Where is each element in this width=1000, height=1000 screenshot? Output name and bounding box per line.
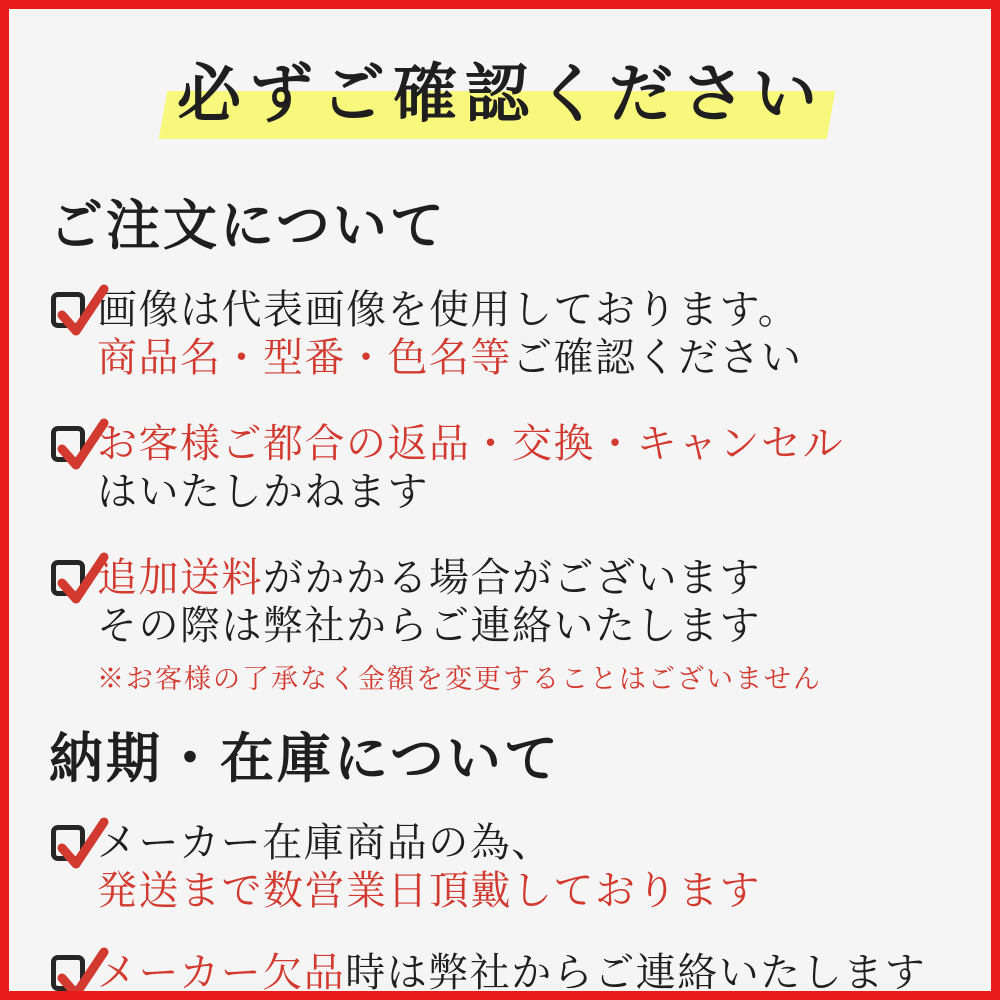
item-line: メーカー在庫商品の為、: [97, 820, 553, 867]
section-stock-heading: 納期・在庫について: [49, 726, 561, 791]
red-checkmark-icon: [54, 284, 108, 338]
title-row: [49, 43, 953, 135]
red-checkmark-icon: [54, 418, 108, 472]
item-line: はいたしかねます: [97, 469, 429, 515]
item-line: 追加送料がかかる場合がございます: [97, 555, 761, 601]
title-text: 必ずご確認ください: [177, 57, 825, 132]
checklist-item-returns: [49, 420, 953, 516]
checked-checkbox-icon: [51, 426, 85, 462]
checked-checkbox-icon: [51, 292, 85, 328]
checked-checkbox-icon: [51, 560, 85, 596]
page-title: [169, 43, 833, 135]
checked-checkbox-icon: [51, 955, 85, 991]
item-line: 商品名・型番・色名等ご確認ください: [97, 335, 803, 381]
item-text: [97, 554, 822, 696]
item-text: [97, 819, 761, 915]
red-checkmark-icon: [54, 947, 108, 1000]
checklist-item-maker-stock: [49, 819, 953, 915]
item-text: [97, 949, 926, 997]
item-line: 画像は代表画像を使用しております。: [97, 287, 800, 333]
item-text: [97, 286, 803, 382]
notice-content: [9, 9, 991, 997]
checklist-item-extra-shipping: [49, 554, 953, 696]
item-line: メーカー欠品時は弊社からご連絡いたします: [97, 950, 927, 997]
price-change-note: ※お客様の了承なく金額を変更することはございません: [97, 664, 822, 695]
checked-checkbox-icon: [51, 825, 85, 861]
item-text: [97, 420, 844, 516]
item-line: その際は弊社からご連絡いたします: [97, 603, 761, 649]
checklist-item-representative-image: [49, 286, 953, 382]
red-checkmark-icon: [54, 552, 108, 606]
item-line: お客様ご都合の返品・交換・キャンセル: [97, 421, 844, 467]
red-checkmark-icon: [54, 817, 108, 871]
item-line: 発送まで数営業日頂戴しております: [97, 868, 761, 915]
checklist-item-maker-shortage: [49, 949, 953, 997]
section-orders-heading: ご注文について: [49, 193, 447, 257]
